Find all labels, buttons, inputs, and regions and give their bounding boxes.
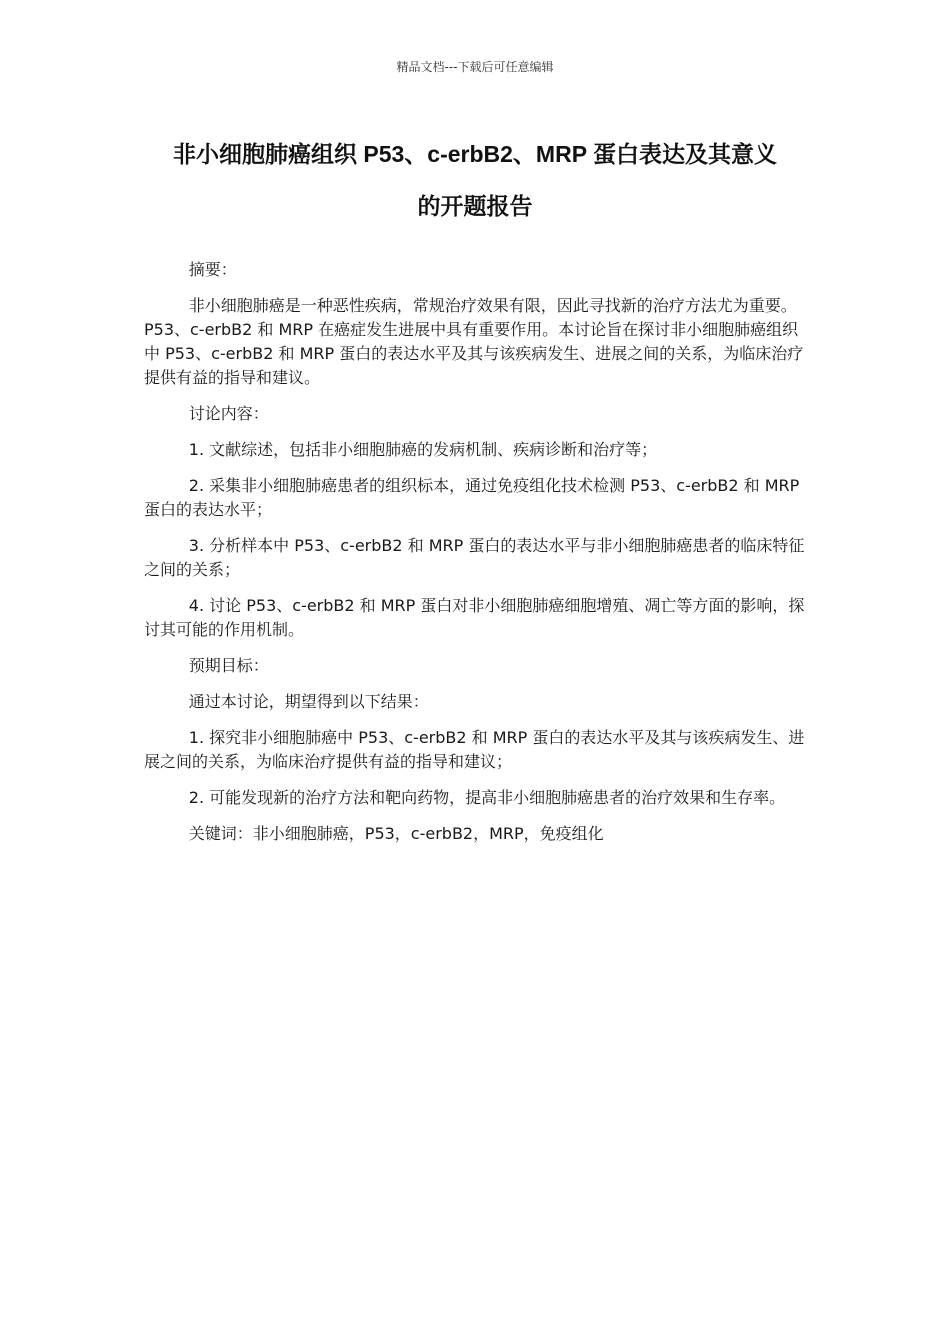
- keywords: 关键词：非小细胞肺癌，P53，c-erbB2，MRP，免疫组化: [188, 824, 604, 843]
- goal-item-2: 2. 可能发现新的治疗方法和靶向药物，提高非小细胞肺癌患者的治疗效果和生存率。: [188, 788, 786, 807]
- goal-item-1: 1. 探究非小细胞肺癌中 P53、c-erbB2 和 MRP 蛋白的表达水平及其与该疾病发生、进展之间的关系，为临床治疗提供有益的指导和建议；: [144, 728, 805, 771]
- content-item-2: 2. 采集非小细胞肺癌患者的组织标本，通过免疫组化技术检测 P53、c-erbB2 和 MRP 蛋白的表达水平；: [144, 476, 800, 519]
- goals-intro: 通过本讨论，期望得到以下结果：: [188, 692, 429, 711]
- content-item-1: 1. 文献综述，包括非小细胞肺癌的发病机制、疾病诊断和治疗等；: [188, 440, 658, 459]
- document-body: [144, 258, 808, 858]
- content-heading: 讨论内容：: [188, 404, 269, 423]
- goals-heading: 预期目标：: [188, 656, 269, 675]
- title-line-2: 的开题报告: [417, 193, 533, 219]
- title-line-1: 非小细胞肺癌组织 P53、c-erbB2、MRP 蛋白表达及其意义: [172, 141, 778, 167]
- document-title: [130, 128, 820, 232]
- content-item-3: 3. 分析样本中 P53、c-erbB2 和 MRP 蛋白的表达水平与非小细胞肺癌患者的临床特征之间的关系；: [144, 536, 805, 579]
- abstract-paragraph: 非小细胞肺癌是一种恶性疾病，常规治疗效果有限，因此寻找新的治疗方法尤为重要。P53、c-erbB2 和 MRP 在癌症发生进展中具有重要作用。本讨论旨在探讨非小细胞肺癌组织中 P53、c-erbB2 和 MRP 蛋白的表达水平及其与该疾病发生、进展之间的关系，为临床治疗提供有益的指导和建议。: [144, 296, 804, 387]
- header-note: 精品文档---下载后可任意编辑: [396, 60, 554, 74]
- abstract-heading: 摘要：: [188, 260, 237, 279]
- content-item-4: 4. 讨论 P53、c-erbB2 和 MRP 蛋白对非小细胞肺癌细胞增殖、凋亡等方面的影响，探讨其可能的作用机制。: [144, 596, 805, 639]
